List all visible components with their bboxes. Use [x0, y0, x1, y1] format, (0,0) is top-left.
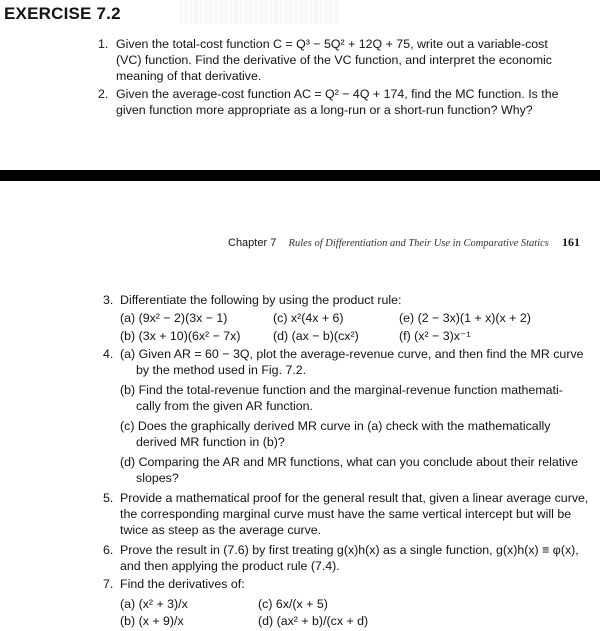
problem-number: 5.: [103, 491, 114, 505]
part-d: (d) (ax − b)(cx²): [273, 329, 359, 343]
part-b-line: cally from the given AR function.: [136, 399, 313, 413]
problem-number: 2.: [98, 87, 109, 101]
problem-number: 4.: [103, 347, 114, 361]
problem-line: the corresponding marginal curve must have the same vertical intercept but will be: [120, 507, 572, 521]
part-f: (f) (x² − 3)x⁻¹: [399, 329, 471, 343]
problem-number: 3.: [103, 293, 114, 307]
problem-intro: Find the derivatives of:: [120, 577, 245, 591]
problem-number: 6.: [103, 543, 114, 557]
part-b-line: (b) Find the total-revenue function and the marginal-revenue function mathemati-: [120, 383, 563, 397]
part-c: (c) x²(4x + 6): [273, 311, 344, 325]
problem-line: Prove the result in (7.6) by first treating g(x)h(x) as a single function, g(x)h(x) ≡ φ(x),: [120, 543, 579, 557]
part-b: (b) (3x + 10)(6x² − 7x): [120, 329, 241, 343]
problem-intro: Differentiate the following by using the product rule:: [120, 293, 402, 307]
problem-number: 7.: [103, 577, 114, 591]
part-a-line: by the method used in Fig. 7.2.: [136, 363, 307, 377]
problem-line: Given the total-cost function C = Q³ − 5Q² + 12Q + 75, write out a variable-cost: [116, 37, 548, 51]
part-a: (a) (x² + 3)/x: [120, 597, 188, 611]
chapter-label: Chapter 7: [228, 237, 277, 249]
problem-line: twice as steep as the average curve.: [120, 523, 322, 537]
problem-line: meaning of that derivative.: [116, 69, 262, 83]
running-title: Rules of Differentiation and Their Use in Comparative Statics: [288, 238, 549, 249]
running-header: [228, 235, 580, 250]
page-number: 161: [561, 235, 580, 249]
part-a: (a) (9x² − 2)(3x − 1): [120, 311, 228, 325]
scan-artifact: [180, 0, 340, 24]
exercise-title: EXERCISE 7.2: [4, 4, 121, 23]
part-c: (c) 6x/(x + 5): [258, 597, 328, 611]
problem-number: 1.: [98, 37, 109, 51]
problem-line: and then applying the product rule (7.4).: [120, 559, 340, 573]
problem-line: given function more appropriate as a long-run or a short-run function? Why?: [116, 103, 533, 117]
part-c-line: (c) Does the graphically derived MR curve in (a) check with the mathematically: [120, 419, 551, 433]
part-c-line: derived MR function in (b)?: [136, 435, 285, 449]
part-b: (b) (x + 9)/x: [120, 614, 184, 628]
problem-line: Provide a mathematical proof for the general result that, given a linear average curve,: [120, 491, 589, 505]
problem-line: (VC) function. Find the derivative of the VC function, and interpret the economic: [116, 53, 552, 67]
part-d: (d) (ax² + b)/(cx + d): [258, 614, 369, 628]
part-d-line: (d) Comparing the AR and MR functions, what can you conclude about their relative: [120, 455, 579, 469]
problem-line: Given the average-cost function AC = Q² − 4Q + 174, find the MC function. Is the: [116, 87, 559, 101]
page-divider: [0, 170, 600, 181]
part-d-line: slopes?: [136, 471, 179, 485]
part-e: (e) (2 − 3x)(1 + x)(x + 2): [399, 311, 531, 325]
part-a-line: (a) Given AR = 60 − 3Q, plot the average-revenue curve, and then find the MR curve: [120, 347, 584, 361]
